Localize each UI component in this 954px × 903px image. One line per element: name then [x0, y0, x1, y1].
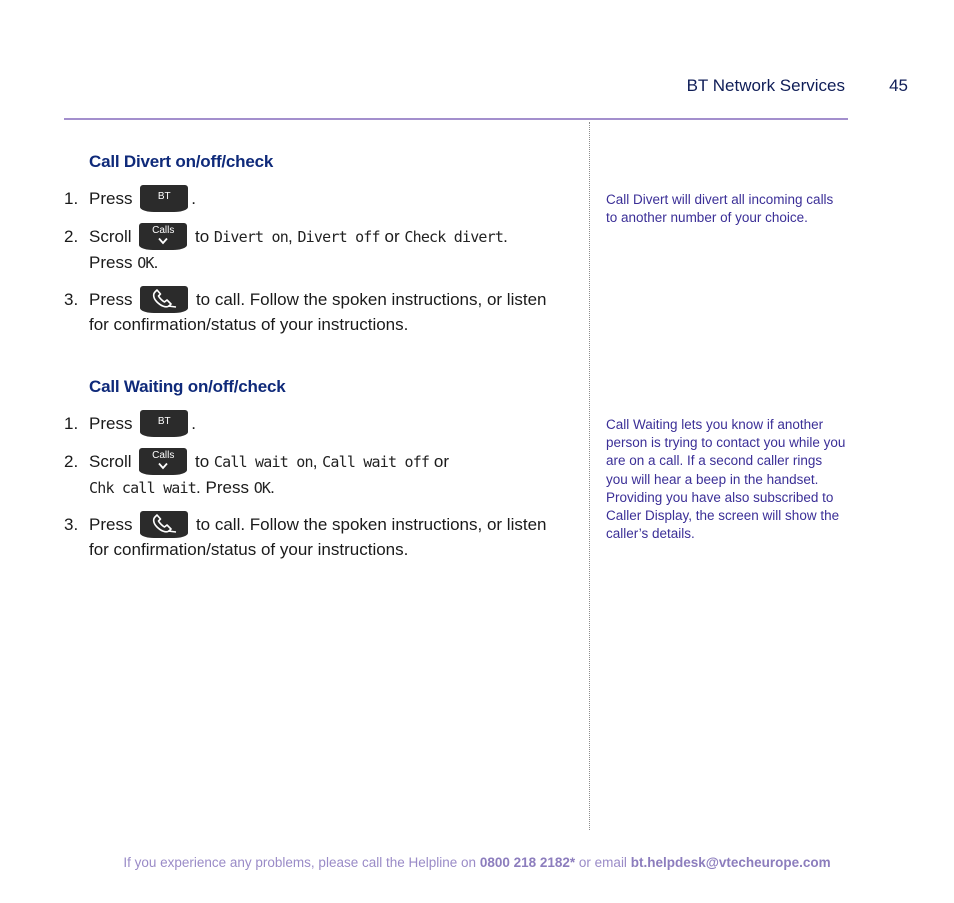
header-rule [64, 118, 848, 120]
side-note-call-waiting: Call Waiting lets you know if another person is trying to contact you while you are on a call. If a second caller rings you will hear a beep in the handset. Providing you have also subscribed to Caller Display, the screen will show the caller’s details. [606, 417, 846, 542]
helpdesk-email[interactable]: bt.helpdesk@vtecheurope.com [630, 855, 831, 870]
instruction-line: Press OK. [89, 252, 159, 272]
instruction-line: for confirmation/status of your instructions. [89, 315, 409, 334]
calls-scroll-key-icon: Calls [139, 448, 187, 475]
side-note-call-divert: Call Divert will divert all incoming calls to another number of your choice. [606, 192, 834, 226]
instruction-line: for confirmation/status of your instructions. [89, 540, 409, 559]
instruction-line: Chk call wait. Press OK. [89, 477, 275, 497]
phone-talk-icon [140, 511, 188, 538]
chevron-down-icon [158, 462, 168, 470]
header-title: BT Network Services [686, 76, 845, 95]
column-divider [589, 122, 590, 830]
footer-helpline: If you experience any problems, please call the Helpline on 0800 218 2182* or email bt.helpdesk@vtecheurope.com [123, 855, 831, 870]
step-number: 2. [64, 227, 79, 246]
bt-key-icon: BT [140, 185, 188, 212]
calls-scroll-key-icon: Calls [139, 223, 187, 250]
chevron-down-icon [158, 237, 168, 245]
step-number: 1. [64, 414, 79, 433]
section-heading-call-waiting: Call Waiting on/off/check [89, 377, 286, 396]
helpline-number: 0800 218 2182* [479, 855, 576, 870]
instruction-line: Press BT . [89, 410, 196, 437]
step-number: 1. [64, 189, 79, 208]
step-number: 3. [64, 515, 79, 534]
phone-talk-icon [140, 286, 188, 313]
instruction-line: Press to call. Follow the spoken instructions, or listen [89, 286, 547, 313]
instruction-line: Press BT . [89, 185, 196, 212]
instruction-line: Press to call. Follow the spoken instructions, or listen [89, 511, 547, 538]
section-heading-call-divert: Call Divert on/off/check [89, 152, 274, 171]
instruction-line: Scroll Calls to Divert on, Divert off or Check divert. [89, 223, 508, 250]
bt-key-icon: BT [140, 410, 188, 437]
step-number: 3. [64, 290, 79, 309]
page-number: 45 [889, 76, 908, 95]
instruction-line: Scroll Calls to Call wait on, Call wait off or [89, 448, 449, 475]
step-number: 2. [64, 452, 79, 471]
